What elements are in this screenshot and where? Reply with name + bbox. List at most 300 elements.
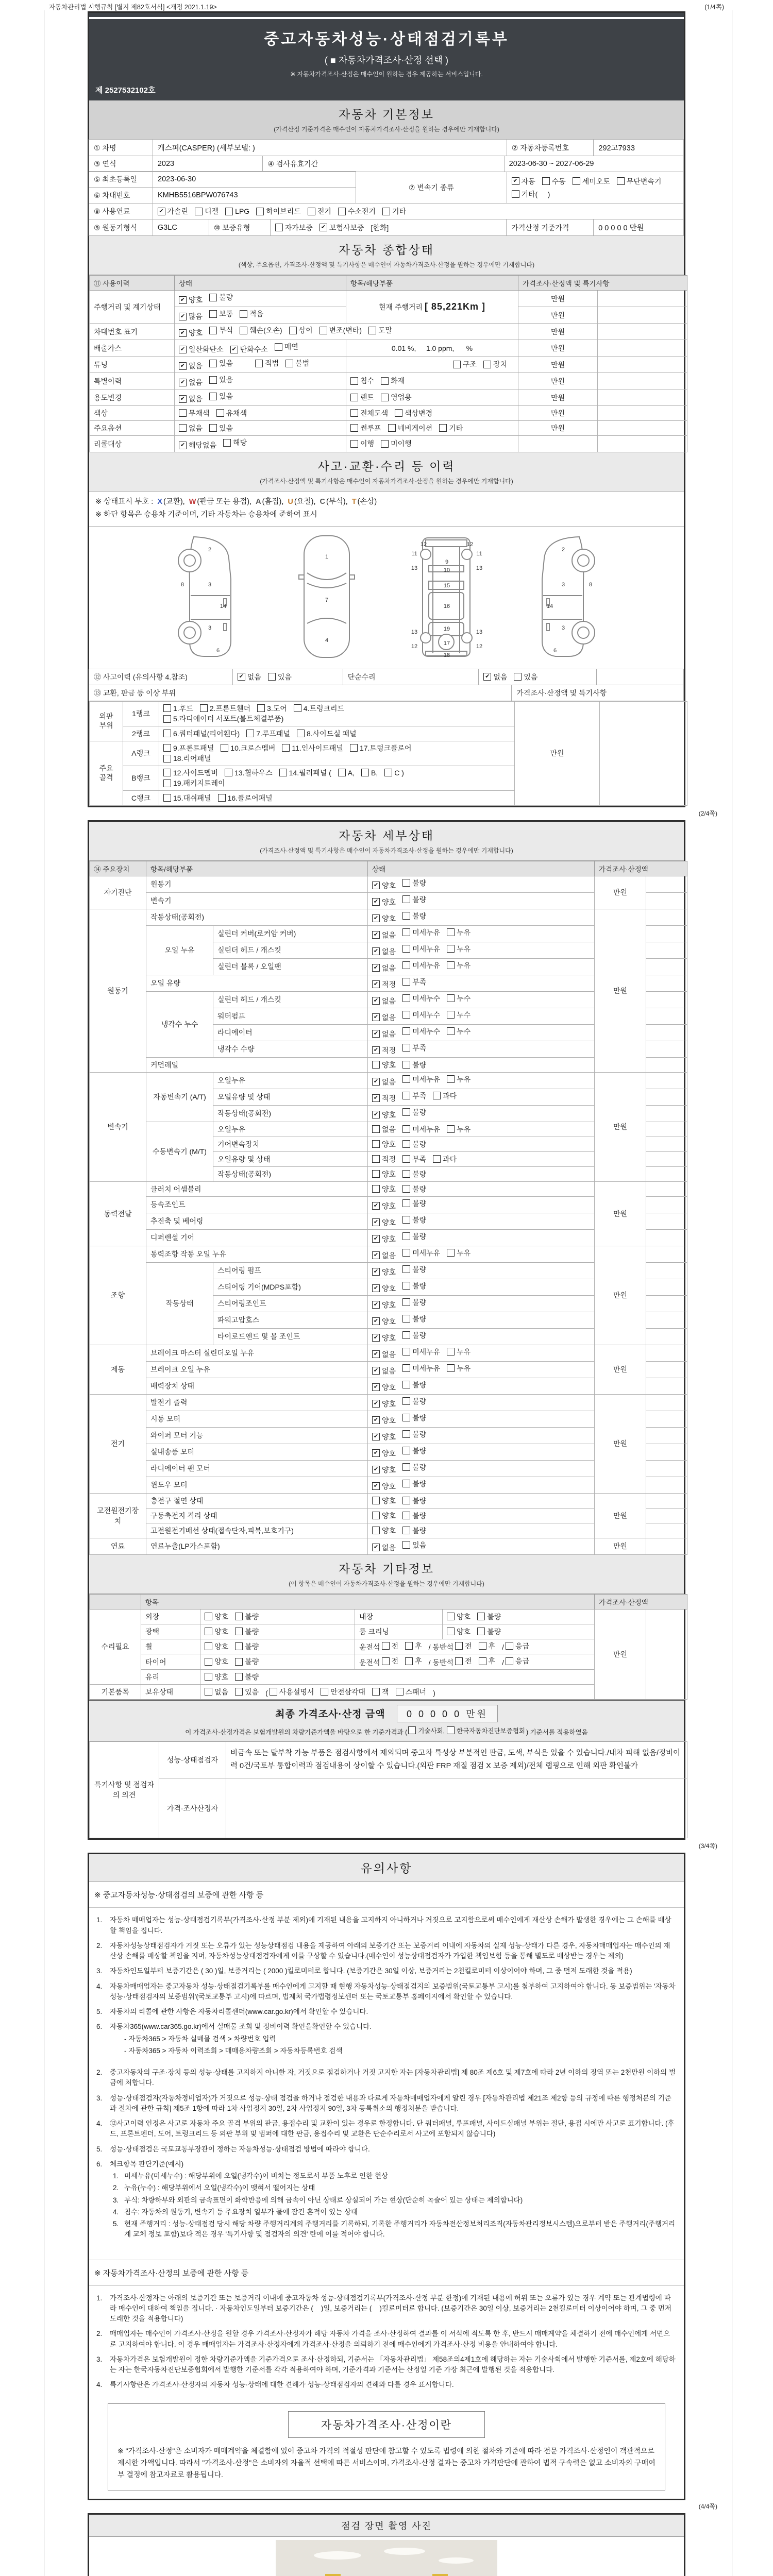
- checkbox-불량[interactable]: [235, 1672, 259, 1682]
- checkbox-후[interactable]: [479, 1656, 496, 1666]
- checkbox-icon[interactable]: ✔: [372, 931, 380, 939]
- checkbox-icon[interactable]: [447, 1011, 455, 1019]
- checkbox-없음[interactable]: [179, 394, 203, 404]
- checkbox-부족[interactable]: [402, 1154, 426, 1164]
- checkbox-icon[interactable]: [209, 360, 217, 367]
- checkbox-응급[interactable]: [506, 1656, 529, 1666]
- checkbox-4.트렁크리드[interactable]: [294, 703, 344, 714]
- checkbox-icon[interactable]: [483, 361, 491, 368]
- checkbox-icon[interactable]: [205, 1673, 212, 1681]
- checkbox-있음[interactable]: [514, 672, 537, 682]
- checkbox-누수[interactable]: [447, 993, 470, 1004]
- checkbox-불량[interactable]: [235, 1656, 259, 1667]
- checkbox-11.인사이드패널[interactable]: [282, 743, 343, 753]
- checkbox-미세누유[interactable]: [402, 1363, 440, 1374]
- checkbox-icon[interactable]: [402, 978, 410, 986]
- checkbox-icon[interactable]: ✔: [320, 224, 327, 231]
- checkbox-보통[interactable]: [209, 309, 233, 319]
- checkbox-있음[interactable]: [402, 1540, 426, 1550]
- checkbox-icon[interactable]: [402, 1463, 410, 1471]
- checkbox-있음[interactable]: [268, 672, 292, 682]
- checkbox-불법[interactable]: [285, 358, 309, 368]
- checkbox-7.루프패널[interactable]: [246, 728, 290, 739]
- checkbox-icon[interactable]: [402, 1348, 410, 1355]
- checkbox-15.대쉬패널[interactable]: [163, 793, 211, 803]
- checkbox-기타( )[interactable]: [512, 189, 550, 199]
- checkbox-후[interactable]: [479, 1641, 496, 1651]
- checkbox-icon[interactable]: [405, 1657, 413, 1665]
- checkbox-icon[interactable]: [395, 409, 402, 417]
- checkbox-icon[interactable]: [235, 1628, 243, 1635]
- checkbox-렌트[interactable]: [350, 392, 374, 402]
- checkbox-icon[interactable]: ✔: [230, 346, 238, 353]
- checkbox-icon[interactable]: [382, 1642, 390, 1650]
- checkbox-불량[interactable]: [402, 1413, 426, 1423]
- checkbox-미세누유[interactable]: [402, 1248, 440, 1258]
- checkbox-icon[interactable]: [402, 1170, 410, 1178]
- checkbox-8.사이드실 패널[interactable]: [297, 728, 357, 739]
- checkbox-영업용[interactable]: [381, 392, 412, 402]
- checkbox-색상변경[interactable]: [395, 408, 432, 418]
- checkbox-icon[interactable]: ✔: [179, 313, 187, 320]
- checkbox-icon[interactable]: [477, 1628, 485, 1635]
- checkbox-icon[interactable]: [405, 1642, 413, 1650]
- checkbox-12.사이드멤버[interactable]: [163, 768, 218, 778]
- checkbox-과다[interactable]: [433, 1091, 457, 1101]
- checkbox-B,[interactable]: [361, 769, 378, 777]
- checkbox-기술사회,[interactable]: [408, 1726, 445, 1735]
- checkbox-icon[interactable]: [372, 1185, 380, 1193]
- checkbox-icon[interactable]: [447, 1249, 455, 1257]
- checkbox-icon[interactable]: [223, 439, 231, 447]
- checkbox-icon[interactable]: [381, 377, 389, 385]
- checkbox-양호[interactable]: [372, 1060, 396, 1070]
- checkbox-없음[interactable]: [372, 946, 396, 957]
- checkbox-icon[interactable]: [402, 1265, 410, 1273]
- checkbox-양호[interactable]: [372, 1432, 396, 1442]
- checkbox-icon[interactable]: [447, 1348, 455, 1355]
- checkbox-icon[interactable]: [372, 1497, 380, 1504]
- checkbox-13.휠하우스[interactable]: [225, 768, 273, 778]
- checkbox-많음[interactable]: [179, 311, 203, 321]
- checkbox-icon[interactable]: ✔: [372, 1400, 380, 1408]
- checkbox-양호[interactable]: [372, 1465, 396, 1475]
- checkbox-icon[interactable]: [297, 730, 305, 737]
- checkbox-세미오토[interactable]: [573, 176, 610, 187]
- checkbox-icon[interactable]: [402, 1497, 410, 1504]
- checkbox-변조(변타)[interactable]: [320, 325, 362, 335]
- checkbox-누유[interactable]: [447, 1363, 470, 1374]
- checkbox-불량[interactable]: [402, 911, 426, 921]
- checkbox-디젤[interactable]: [195, 206, 219, 216]
- checkbox-없음[interactable]: [372, 996, 396, 1006]
- checkbox-icon[interactable]: ✔: [238, 673, 245, 681]
- checkbox-icon[interactable]: [402, 1364, 410, 1372]
- checkbox-icon[interactable]: ✔: [179, 442, 187, 449]
- checkbox-icon[interactable]: [163, 715, 171, 723]
- checkbox-icon[interactable]: ✔: [372, 1235, 380, 1243]
- checkbox-전[interactable]: [455, 1641, 472, 1651]
- checkbox-16.플로어패널[interactable]: [218, 793, 273, 803]
- checkbox-icon[interactable]: [285, 360, 293, 367]
- checkbox-유채색[interactable]: [216, 408, 247, 418]
- checkbox-icon[interactable]: ✔: [372, 980, 380, 988]
- checkbox-icon[interactable]: [408, 1726, 416, 1734]
- checkbox-없음[interactable]: [372, 963, 396, 973]
- checkbox-icon[interactable]: [402, 1430, 410, 1438]
- checkbox-icon[interactable]: [372, 1512, 380, 1519]
- checkbox-icon[interactable]: [402, 1027, 410, 1035]
- checkbox-icon[interactable]: [209, 376, 217, 384]
- checkbox-icon[interactable]: [321, 1688, 328, 1696]
- checkbox-10.크로스멤버[interactable]: [221, 743, 275, 753]
- checkbox-icon[interactable]: [402, 1381, 410, 1388]
- checkbox-가솔린[interactable]: [158, 206, 189, 216]
- checkbox-icon[interactable]: [433, 1155, 441, 1163]
- checkbox-없음[interactable]: [483, 672, 507, 682]
- checkbox-icon[interactable]: [320, 327, 327, 334]
- checkbox-적정[interactable]: [372, 1093, 396, 1104]
- checkbox-누유[interactable]: [447, 927, 470, 938]
- checkbox-icon[interactable]: [447, 994, 455, 1002]
- checkbox-수동[interactable]: [542, 176, 566, 187]
- checkbox-미세누유[interactable]: [402, 944, 440, 954]
- checkbox-없음[interactable]: [205, 1687, 228, 1697]
- checkbox-5.라디에이터 서포트(볼트체결부품)[interactable]: [163, 714, 283, 724]
- checkbox-일산화탄소[interactable]: [179, 344, 224, 354]
- checkbox-탄화수소[interactable]: [230, 344, 268, 354]
- checkbox-icon[interactable]: ✔: [372, 1466, 380, 1473]
- checkbox-없음[interactable]: [372, 1029, 396, 1039]
- checkbox-미세누유[interactable]: [402, 1074, 440, 1084]
- checkbox-3.도어[interactable]: [257, 703, 287, 714]
- checkbox-icon[interactable]: [257, 704, 265, 712]
- checkbox-icon[interactable]: [402, 1216, 410, 1224]
- checkbox-훼손(오손)[interactable]: [240, 325, 282, 335]
- checkbox-부족[interactable]: [402, 1091, 426, 1101]
- checkbox-불량[interactable]: [402, 1396, 426, 1406]
- checkbox-icon[interactable]: ✔: [372, 1449, 380, 1457]
- checkbox-없음[interactable]: [372, 1349, 396, 1360]
- checkbox-icon[interactable]: [402, 1011, 410, 1019]
- checkbox-icon[interactable]: [402, 1298, 410, 1306]
- checkbox-icon[interactable]: ✔: [372, 1367, 380, 1375]
- checkbox-icon[interactable]: [447, 961, 455, 969]
- checkbox-미세누유[interactable]: [402, 927, 440, 938]
- checkbox-누유[interactable]: [447, 1124, 470, 1134]
- checkbox-양호[interactable]: [372, 1382, 396, 1393]
- checkbox-불량[interactable]: [402, 1330, 426, 1341]
- checkbox-icon[interactable]: [453, 361, 461, 368]
- checkbox-icon[interactable]: ✔: [179, 362, 187, 370]
- checkbox-icon[interactable]: [240, 310, 247, 318]
- checkbox-icon[interactable]: [447, 1364, 455, 1372]
- checkbox-icon[interactable]: ✔: [372, 1350, 380, 1358]
- checkbox-icon[interactable]: [235, 1658, 243, 1666]
- checkbox-없음[interactable]: [372, 1124, 396, 1134]
- checkbox-무채색[interactable]: [179, 408, 210, 418]
- checkbox-icon[interactable]: [402, 879, 410, 887]
- checkbox-icon[interactable]: ✔: [372, 1284, 380, 1292]
- checkbox-icon[interactable]: [268, 673, 276, 681]
- checkbox-icon[interactable]: ✔: [372, 898, 380, 906]
- checkbox-icon[interactable]: [205, 1613, 212, 1620]
- checkbox-icon[interactable]: ✔: [372, 1268, 380, 1276]
- checkbox-불량[interactable]: [402, 1107, 426, 1117]
- checkbox-전체도색[interactable]: [350, 408, 388, 418]
- checkbox-이행[interactable]: [350, 438, 374, 449]
- checkbox-양호[interactable]: [372, 1201, 396, 1211]
- checkbox-없음[interactable]: [179, 361, 203, 371]
- checkbox-icon[interactable]: ✔: [372, 1030, 380, 1038]
- checkbox-있음[interactable]: [235, 1687, 259, 1697]
- checkbox-양호[interactable]: [372, 1234, 396, 1244]
- checkbox-icon[interactable]: [617, 177, 625, 185]
- checkbox-없음[interactable]: [372, 1012, 396, 1023]
- checkbox-icon[interactable]: [402, 1414, 410, 1421]
- checkbox-자가보증[interactable]: [275, 223, 313, 233]
- checkbox-icon[interactable]: [163, 704, 171, 712]
- checkbox-icon[interactable]: [447, 1075, 455, 1083]
- checkbox-썬루프[interactable]: [350, 423, 381, 433]
- checkbox-누유[interactable]: [447, 960, 470, 971]
- checkbox-불량[interactable]: [402, 1169, 426, 1179]
- checkbox-전기[interactable]: [308, 206, 331, 216]
- checkbox-불량[interactable]: [402, 1198, 426, 1209]
- checkbox-icon[interactable]: [209, 424, 217, 432]
- checkbox-icon[interactable]: [402, 1199, 410, 1207]
- checkbox-있음[interactable]: [209, 375, 233, 385]
- checkbox-전[interactable]: [455, 1656, 472, 1666]
- checkbox-icon[interactable]: [350, 440, 358, 448]
- checkbox-icon[interactable]: [350, 409, 358, 417]
- checkbox-양호[interactable]: [372, 1415, 396, 1426]
- checkbox-양호[interactable]: [372, 1399, 396, 1409]
- checkbox-누수[interactable]: [447, 1010, 470, 1020]
- checkbox-양호[interactable]: [372, 1526, 396, 1536]
- checkbox-icon[interactable]: [388, 424, 396, 432]
- checkbox-미세누수[interactable]: [402, 1026, 440, 1037]
- checkbox-불량[interactable]: [402, 1511, 426, 1521]
- checkbox-불량[interactable]: [402, 1297, 426, 1308]
- checkbox-불량[interactable]: [235, 1612, 259, 1622]
- checkbox-icon[interactable]: [235, 1642, 243, 1650]
- checkbox-양호[interactable]: [372, 1110, 396, 1120]
- checkbox-icon[interactable]: [573, 177, 580, 185]
- checkbox-icon[interactable]: [235, 1673, 243, 1681]
- checkbox-icon[interactable]: ✔: [372, 1317, 380, 1325]
- checkbox-수소전기[interactable]: [338, 206, 376, 216]
- checkbox-없음[interactable]: [372, 1077, 396, 1087]
- checkbox-icon[interactable]: ✔: [179, 329, 187, 337]
- checkbox-icon[interactable]: [402, 1075, 410, 1083]
- checkbox-icon[interactable]: [402, 1282, 410, 1290]
- checkbox-LPG[interactable]: [225, 207, 249, 215]
- checkbox-icon[interactable]: ✔: [372, 1482, 380, 1490]
- checkbox-icon[interactable]: [402, 1512, 410, 1519]
- checkbox-icon[interactable]: [402, 1140, 410, 1148]
- checkbox-9.프론트패널[interactable]: [163, 743, 214, 753]
- checkbox-icon[interactable]: [163, 755, 171, 762]
- checkbox-icon[interactable]: [218, 794, 226, 802]
- checkbox-후[interactable]: [405, 1641, 422, 1651]
- checkbox-icon[interactable]: [381, 440, 389, 448]
- checkbox-icon[interactable]: ✔: [512, 177, 519, 185]
- checkbox-후[interactable]: [405, 1656, 422, 1666]
- checkbox-무단변속기[interactable]: [617, 176, 662, 187]
- checkbox-icon[interactable]: ✔: [372, 1094, 380, 1102]
- checkbox-icon[interactable]: [361, 769, 369, 776]
- checkbox-icon[interactable]: [163, 744, 171, 752]
- checkbox-적법[interactable]: [255, 358, 279, 368]
- checkbox-icon[interactable]: [512, 190, 519, 198]
- checkbox-불량[interactable]: [402, 1314, 426, 1324]
- checkbox-icon[interactable]: [235, 1688, 243, 1696]
- checkbox-미세누유[interactable]: [402, 1347, 440, 1357]
- checkbox-없음[interactable]: [372, 1543, 396, 1553]
- checkbox-불량[interactable]: [402, 1380, 426, 1390]
- checkbox-icon[interactable]: [455, 1657, 463, 1665]
- checkbox-양호[interactable]: [205, 1656, 228, 1667]
- checkbox-양호[interactable]: [372, 1316, 396, 1327]
- checkbox-없음[interactable]: [372, 930, 396, 940]
- checkbox-icon[interactable]: [216, 409, 224, 417]
- checkbox-매연[interactable]: [275, 342, 298, 352]
- checkbox-icon[interactable]: [209, 393, 217, 400]
- checkbox-icon[interactable]: [372, 1527, 380, 1534]
- checkbox-icon[interactable]: [372, 1155, 380, 1163]
- checkbox-불량[interactable]: [477, 1626, 501, 1637]
- checkbox-18.리어패널[interactable]: [163, 753, 211, 764]
- checkbox-icon[interactable]: [255, 360, 263, 367]
- checkbox-icon[interactable]: ✔: [372, 1383, 380, 1391]
- checkbox-있음[interactable]: [209, 358, 233, 368]
- checkbox-icon[interactable]: ✔: [179, 296, 187, 304]
- checkbox-도말[interactable]: [368, 325, 392, 335]
- checkbox-양호[interactable]: [372, 1139, 396, 1149]
- checkbox-icon[interactable]: [163, 794, 171, 802]
- checkbox-icon[interactable]: [439, 424, 447, 432]
- checkbox-icon[interactable]: [402, 961, 410, 969]
- checkbox-icon[interactable]: ✔: [372, 947, 380, 955]
- checkbox-icon[interactable]: [350, 744, 358, 752]
- checkbox-6.쿼터패널(리어휀다)[interactable]: [163, 728, 240, 739]
- checkbox-불량[interactable]: [402, 1281, 426, 1291]
- checkbox-불량[interactable]: [235, 1626, 259, 1637]
- checkbox-icon[interactable]: [350, 424, 358, 432]
- checkbox-icon[interactable]: [402, 1125, 410, 1133]
- checkbox-icon[interactable]: [368, 327, 376, 334]
- checkbox-누유[interactable]: [447, 1074, 470, 1084]
- checkbox-icon[interactable]: [372, 1125, 380, 1133]
- checkbox-icon[interactable]: [396, 1688, 404, 1696]
- checkbox-미세누유[interactable]: [402, 1124, 440, 1134]
- checkbox-icon[interactable]: [279, 769, 287, 776]
- checkbox-양호[interactable]: [372, 1184, 396, 1194]
- checkbox-양호[interactable]: [205, 1641, 228, 1652]
- checkbox-응급[interactable]: [506, 1641, 529, 1651]
- checkbox-icon[interactable]: [447, 945, 455, 953]
- checkbox-없음[interactable]: [179, 377, 203, 387]
- checkbox-icon[interactable]: [235, 1613, 243, 1620]
- checkbox-icon[interactable]: [209, 327, 217, 334]
- checkbox-A,[interactable]: [338, 769, 355, 777]
- checkbox-icon[interactable]: ✔: [372, 1046, 380, 1054]
- checkbox-icon[interactable]: [402, 1480, 410, 1487]
- checkbox-하이브리드[interactable]: [256, 206, 301, 216]
- checkbox-icon[interactable]: ✔: [372, 1544, 380, 1551]
- checkbox-불량[interactable]: [402, 1139, 426, 1149]
- checkbox-icon[interactable]: [209, 294, 217, 301]
- checkbox-icon[interactable]: ✔: [372, 914, 380, 922]
- checkbox-누수[interactable]: [447, 1026, 470, 1037]
- checkbox-icon[interactable]: [246, 730, 254, 737]
- checkbox-전[interactable]: [382, 1656, 399, 1666]
- checkbox-불량[interactable]: [402, 1429, 426, 1439]
- checkbox-불량[interactable]: [477, 1612, 501, 1622]
- checkbox-양호[interactable]: [447, 1626, 470, 1637]
- checkbox-icon[interactable]: [163, 779, 171, 787]
- checkbox-양호[interactable]: [372, 1300, 396, 1310]
- checkbox-양호[interactable]: [372, 1333, 396, 1343]
- checkbox-구조[interactable]: [453, 359, 477, 369]
- checkbox-icon[interactable]: [402, 1249, 410, 1257]
- checkbox-icon[interactable]: [372, 1170, 380, 1178]
- checkbox-icon[interactable]: ✔: [372, 1013, 380, 1021]
- checkbox-icon[interactable]: [402, 1044, 410, 1052]
- checkbox-icon[interactable]: [479, 1657, 486, 1665]
- checkbox-icon[interactable]: [372, 1140, 380, 1148]
- checkbox-양호[interactable]: [447, 1612, 470, 1622]
- checkbox-장치[interactable]: [483, 359, 507, 369]
- checkbox-icon[interactable]: [447, 1125, 455, 1133]
- checkbox-icon[interactable]: [402, 928, 410, 936]
- checkbox-양호[interactable]: [205, 1612, 228, 1622]
- checkbox-부식[interactable]: [209, 325, 233, 335]
- checkbox-icon[interactable]: [225, 208, 233, 215]
- checkbox-2.프론트휀더[interactable]: [200, 703, 250, 714]
- checkbox-17.트렁크플로어[interactable]: [350, 743, 412, 753]
- checkbox-없음[interactable]: [372, 1250, 396, 1261]
- checkbox-미세누수[interactable]: [402, 1010, 440, 1020]
- checkbox-적정[interactable]: [372, 979, 396, 990]
- checkbox-icon[interactable]: [338, 769, 346, 776]
- checkbox-icon[interactable]: [402, 1232, 410, 1240]
- checkbox-양호[interactable]: [179, 295, 203, 305]
- checkbox-불량[interactable]: [402, 1446, 426, 1456]
- checkbox-없음[interactable]: [179, 423, 203, 433]
- checkbox-icon[interactable]: [381, 394, 389, 401]
- checkbox-기타[interactable]: [382, 206, 406, 216]
- checkbox-icon[interactable]: [542, 177, 550, 185]
- checkbox-icon[interactable]: ✔: [372, 1251, 380, 1259]
- checkbox-icon[interactable]: [308, 208, 315, 215]
- checkbox-icon[interactable]: ✔: [372, 1111, 380, 1118]
- checkbox-미이행[interactable]: [381, 438, 412, 449]
- checkbox-icon[interactable]: [402, 1447, 410, 1454]
- checkbox-icon[interactable]: ✔: [372, 1334, 380, 1342]
- checkbox-양호[interactable]: [372, 913, 396, 924]
- checkbox-부족[interactable]: [402, 1043, 426, 1053]
- checkbox-icon[interactable]: [282, 744, 290, 752]
- checkbox-19.패키지트레이[interactable]: [163, 778, 225, 788]
- checkbox-icon[interactable]: ✔: [179, 346, 187, 353]
- checkbox-보험사보증[interactable]: [320, 223, 364, 233]
- checkbox-양호[interactable]: [372, 1169, 396, 1179]
- checkbox-icon[interactable]: [338, 208, 346, 215]
- checkbox-icon[interactable]: [447, 1628, 455, 1635]
- checkbox-icon[interactable]: [402, 1092, 410, 1099]
